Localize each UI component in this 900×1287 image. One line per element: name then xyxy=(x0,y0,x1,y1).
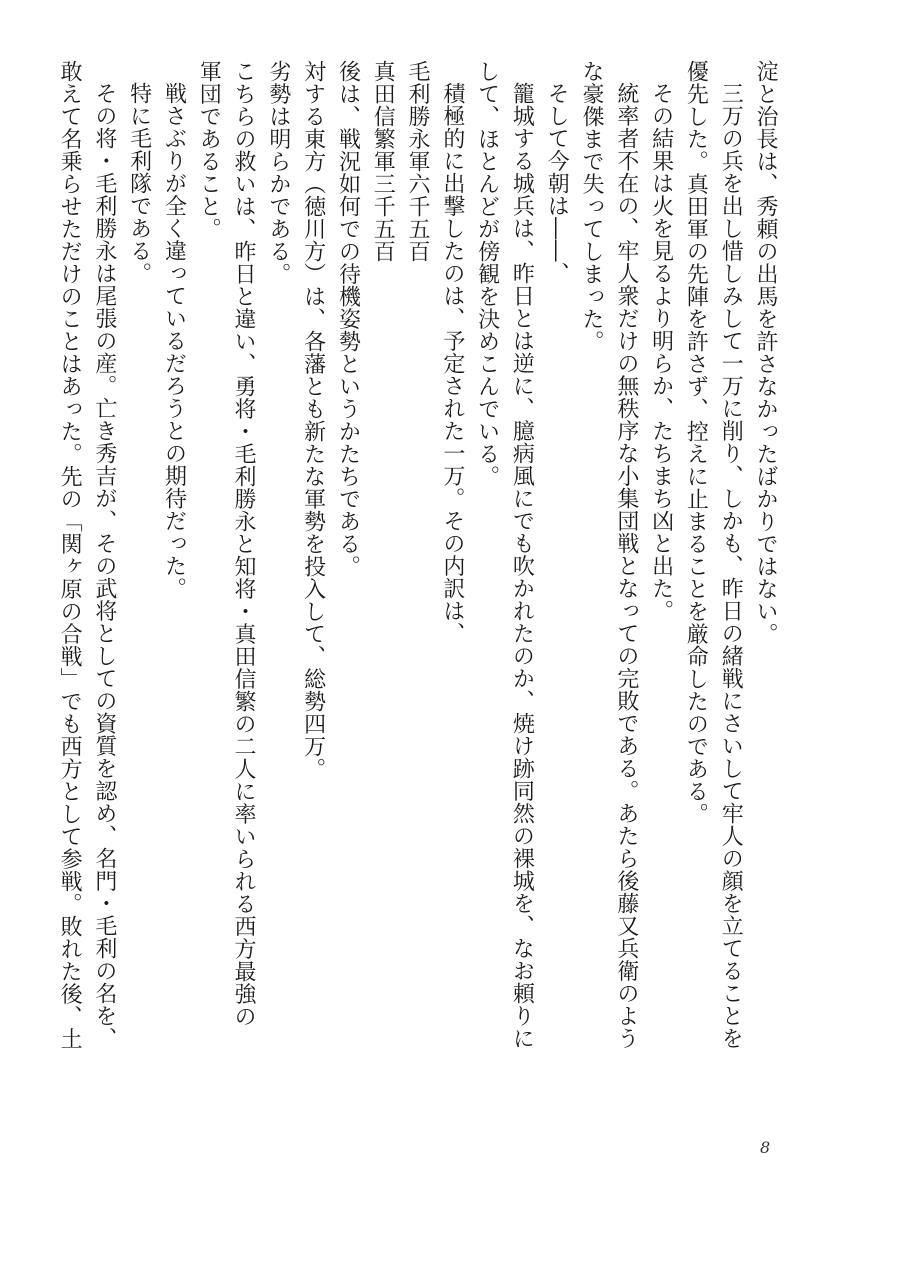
text-line: な豪傑まで失ってしまった。 xyxy=(579,60,605,353)
text-line: その結果は火を見るより明らか、たちまち凶と出た。 xyxy=(648,82,674,622)
text-line: 三万の兵を出し惜しみして一万に削り、しかも、昨日の緒戦にさいして牢人の顔を立てることを xyxy=(718,82,744,1050)
text-line: 軍団であること。 xyxy=(196,60,222,240)
text-line: 淀と治長は、秀頼の出馬を許さなかったばかりではない。 xyxy=(753,60,778,645)
vertical-text-body xyxy=(57,60,782,1140)
text-line: 毛利勝永軍六千五百 xyxy=(405,60,431,263)
text-line: その将・毛利勝永は尾張の産。亡き秀吉が、その武将としての資質を認め、名門・毛利の名を、 xyxy=(91,82,117,1050)
text-line: 積極的に出撃したのは、予定された一万。その内訳は、 xyxy=(439,82,465,645)
text-line: して、ほとんどが傍観を決めこんでいる。 xyxy=(474,60,500,488)
text-line: 劣勢は明らかである。 xyxy=(265,60,291,285)
text-line: 統率者不在の、牢人衆だけの無秩序な小集団戦となっての完敗である。あたら後藤又兵衛のよう xyxy=(613,82,639,1050)
text-line: 優先した。真田軍の先陣を許さず、控えに止まることを厳命したのである。 xyxy=(683,60,709,825)
text-line: 戦さぶりが全く違っているだろうとの期待だった。 xyxy=(161,82,187,600)
text-line: こちらの救いは、昨日と違い、勇将・毛利勝永と知将・真田信繁の二人に率いられる西方最強の xyxy=(231,60,257,1028)
text-line: 後は、戦況如何での待機姿勢というかたちである。 xyxy=(335,60,361,578)
text-line: 特に毛利隊である。 xyxy=(126,82,152,285)
page-number: 8 xyxy=(760,1138,771,1157)
text-line: 真田信繁軍三千五百 xyxy=(370,60,396,263)
text-line: そして今朝は――、 xyxy=(544,82,570,285)
text-line: 対する東方（徳川方）は、各藩とも新たな軍勢を投入して、総勢四万。 xyxy=(300,60,326,780)
text-line: 敢えて名乗らせただけのことはあった。先の「関ヶ原の合戦」でも西方として参戦。敗れた後、土 xyxy=(57,60,83,1050)
text-line: 籠城する城兵は、昨日とは逆に、臆病風にでも吹かれたのか、焼け跡同然の裸城を、なお頼りに xyxy=(509,82,535,1050)
